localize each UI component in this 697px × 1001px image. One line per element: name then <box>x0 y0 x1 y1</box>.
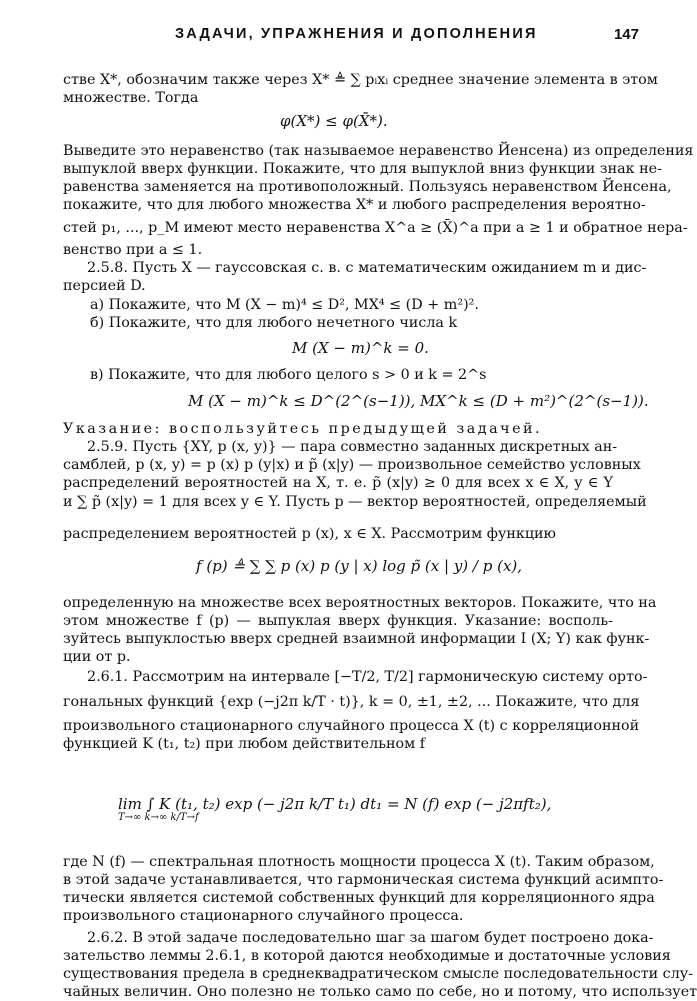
text-line: чайных величин. Оно полезно не только само по себе, но и потому, что использует <box>63 984 697 1000</box>
text-line: гональных функций {exp (−j2π k/T · t)}, k = 0, ±1, ±2, ... Покажите, что для <box>63 694 640 710</box>
formula-limit: lim ∫ K (t₁, t₂) exp (− j2π k/T t₁) dt₁ = N (f) exp (− j2πft₂), <box>118 795 552 813</box>
text-line: покажите, что для любого множества X* и любого распределения вероятно- <box>63 197 646 213</box>
text-line: стве X*, обозначим также через X* ≜ ∑ pᵢxᵢ среднее значение элемента в этом <box>63 72 658 88</box>
text-line: определенную на множестве всех вероятностных векторов. Покажите, что на <box>63 595 657 611</box>
page-number: 147 <box>613 26 639 43</box>
text-line: существования предела в среднеквадратическом смысле последовательности слу- <box>63 966 694 982</box>
page-header <box>0 26 687 48</box>
text-line: персией D. <box>63 278 146 294</box>
formula-jensen: φ(X*) ≤ φ(X̄*). <box>280 112 388 130</box>
text-line: произвольного стационарного случайного процесса. <box>63 908 464 924</box>
text-line: выпуклой вверх функции. Покажите, что для выпуклой вниз функции знак не- <box>63 161 662 177</box>
formula-power-moments: M (X − m)^k ≤ D^(2^(s−1)), MX^k ≤ (D + m²)^(2^(s−1)). <box>188 392 649 410</box>
problem-2-5-9: 2.5.9. Пусть {XY, p (x, y)} — пара совместно заданных дискретных ан- <box>87 439 618 455</box>
text-line: где N (f) — спектральная плотность мощности процесса X (t). Таким образом, <box>63 854 655 870</box>
item-c: в) Покажите, что для любого целого s > 0 и k = 2^s <box>90 367 487 383</box>
hint: Указание: воспользуйтесь предыдущей задачей. <box>63 421 543 437</box>
formula-odd-k: M (X − m)^k = 0. <box>292 339 429 357</box>
text-line: Выведите это неравенство (так называемое неравенство Йенсена) из определения <box>63 143 694 159</box>
text-line: распределений вероятностей на X, т. е. p̃ (x|y) ≥ 0 для всех x ∈ X, y ∈ Y <box>63 475 613 491</box>
text-line: тически является системой собственных функций для корреляционного ядра <box>63 890 655 906</box>
text-line: множестве. Тогда <box>63 90 199 106</box>
text-line: равенства заменяется на противоположный. Пользуясь неравенством Йенсена, <box>63 179 672 195</box>
text-line: ции от p. <box>63 649 131 665</box>
text-line: венство при a ≤ 1. <box>63 242 203 258</box>
formula-f-of-p: f (p) ≜ ∑ ∑ p (x) p (y | x) log p̃ (x | y) / p (x), <box>196 557 523 575</box>
running-head: ЗАДАЧИ, УПРАЖНЕНИЯ И ДОПОЛНЕНИЯ <box>175 26 538 42</box>
text-line: функцией K (t₁, t₂) при любом действительном f <box>63 736 426 752</box>
text-line: и ∑ p̃ (x|y) = 1 для всех y ∈ Y. Пусть p — вектор вероятностей, определяемый <box>63 494 647 510</box>
text-line: распределением вероятностей p (x), x ∈ X. Рассмотрим функцию <box>63 526 556 542</box>
problem-2-6-2: 2.6.2. В этой задаче последовательно шаг за шагом будет построено дока- <box>87 930 654 946</box>
limit-conditions: T→∞ k→∞ k/T→f <box>118 812 199 823</box>
text-line: в этой задаче устанавливается, что гармоническая система функций асимпто- <box>63 872 664 888</box>
problem-2-5-8: 2.5.8. Пусть X — гауссовская с. в. с математическим ожиданием m и дис- <box>87 260 647 276</box>
item-a: а) Покажите, что M (X − m)⁴ ≤ D², MX⁴ ≤ (D + m²)². <box>90 297 479 313</box>
text-line: произвольного стационарного случайного процесса X (t) с корреляционной <box>63 718 640 734</box>
text-line: этом множестве f (p) — выпуклая вверх функция. Указание: восполь- <box>63 613 613 629</box>
text-line: стей p₁, ..., p_M имеют место неравенства X^a ≥ (X̄)^a при a ≥ 1 и обратное нера- <box>63 220 688 236</box>
item-b: б) Покажите, что для любого нечетного числа k <box>90 315 458 331</box>
problem-2-6-1: 2.6.1. Рассмотрим на интервале [−T/2, T/2] гармоническую систему орто- <box>87 669 648 685</box>
text-line: самблей, p (x, y) = p (x) p (y|x) и p̃ (x|y) — произвольное семейство условных <box>63 457 641 473</box>
text-line: зуйтесь выпуклостью вверх средней взаимной информации I (X; Y) как функ- <box>63 631 650 647</box>
text-line: зательство леммы 2.6.1, в которой даются необходимые и достаточные условия <box>63 948 671 964</box>
